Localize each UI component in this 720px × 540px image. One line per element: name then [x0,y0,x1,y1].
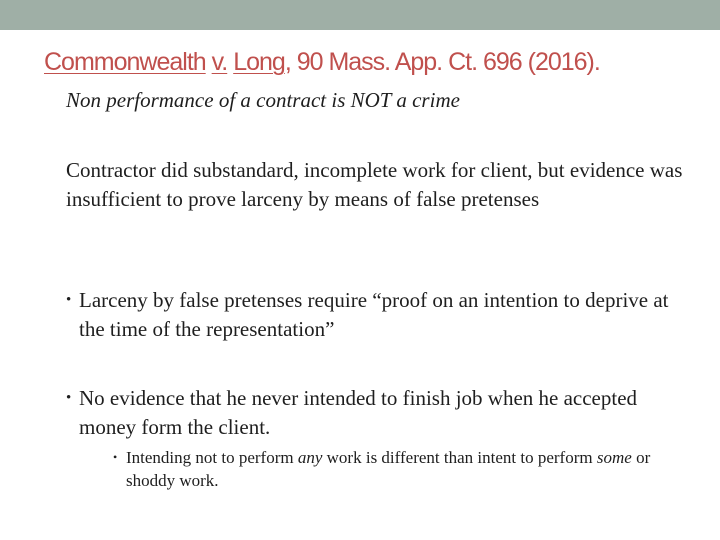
slide-subtitle: Non performance of a contract is NOT a crime [66,88,460,112]
sub-bullet-text [113,446,683,492]
sub-bullet-part-1: Intending not to perform [126,448,298,467]
bullet-larceny-proof [66,286,686,344]
emphasis-any: any [297,448,323,467]
bullet-text: Larceny by false pretenses require “proof on an intention to deprive at the time of the representation” [79,288,669,341]
top-banner [0,0,720,30]
bullet-text: No evidence that he never intended to finish job when he accepted money form the client. [79,386,638,439]
bullet-marker: • [66,390,72,406]
sub-bullet-intent [113,446,683,492]
bullet-marker: • [66,292,72,308]
case-name-commonwealth: Commonwealth [44,48,206,76]
sub-bullet-marker: • [113,450,118,464]
emphasis-some: some [596,448,632,467]
versus: v. [211,48,228,76]
slide-title [44,46,600,78]
sub-bullet-part-3: or shoddy work. [126,448,651,490]
bullet-no-evidence [66,384,686,442]
case-name-long: Long [233,48,285,76]
case-citation: , 90 Mass. App. Ct. 696 (2016). [284,48,600,76]
intro-paragraph: Contractor did substandard, incomplete work for client, but evidence was insufficient to prove larceny by means of false pretenses [66,158,683,211]
sub-bullet-part-2: work is different than intent to perform [322,448,597,467]
